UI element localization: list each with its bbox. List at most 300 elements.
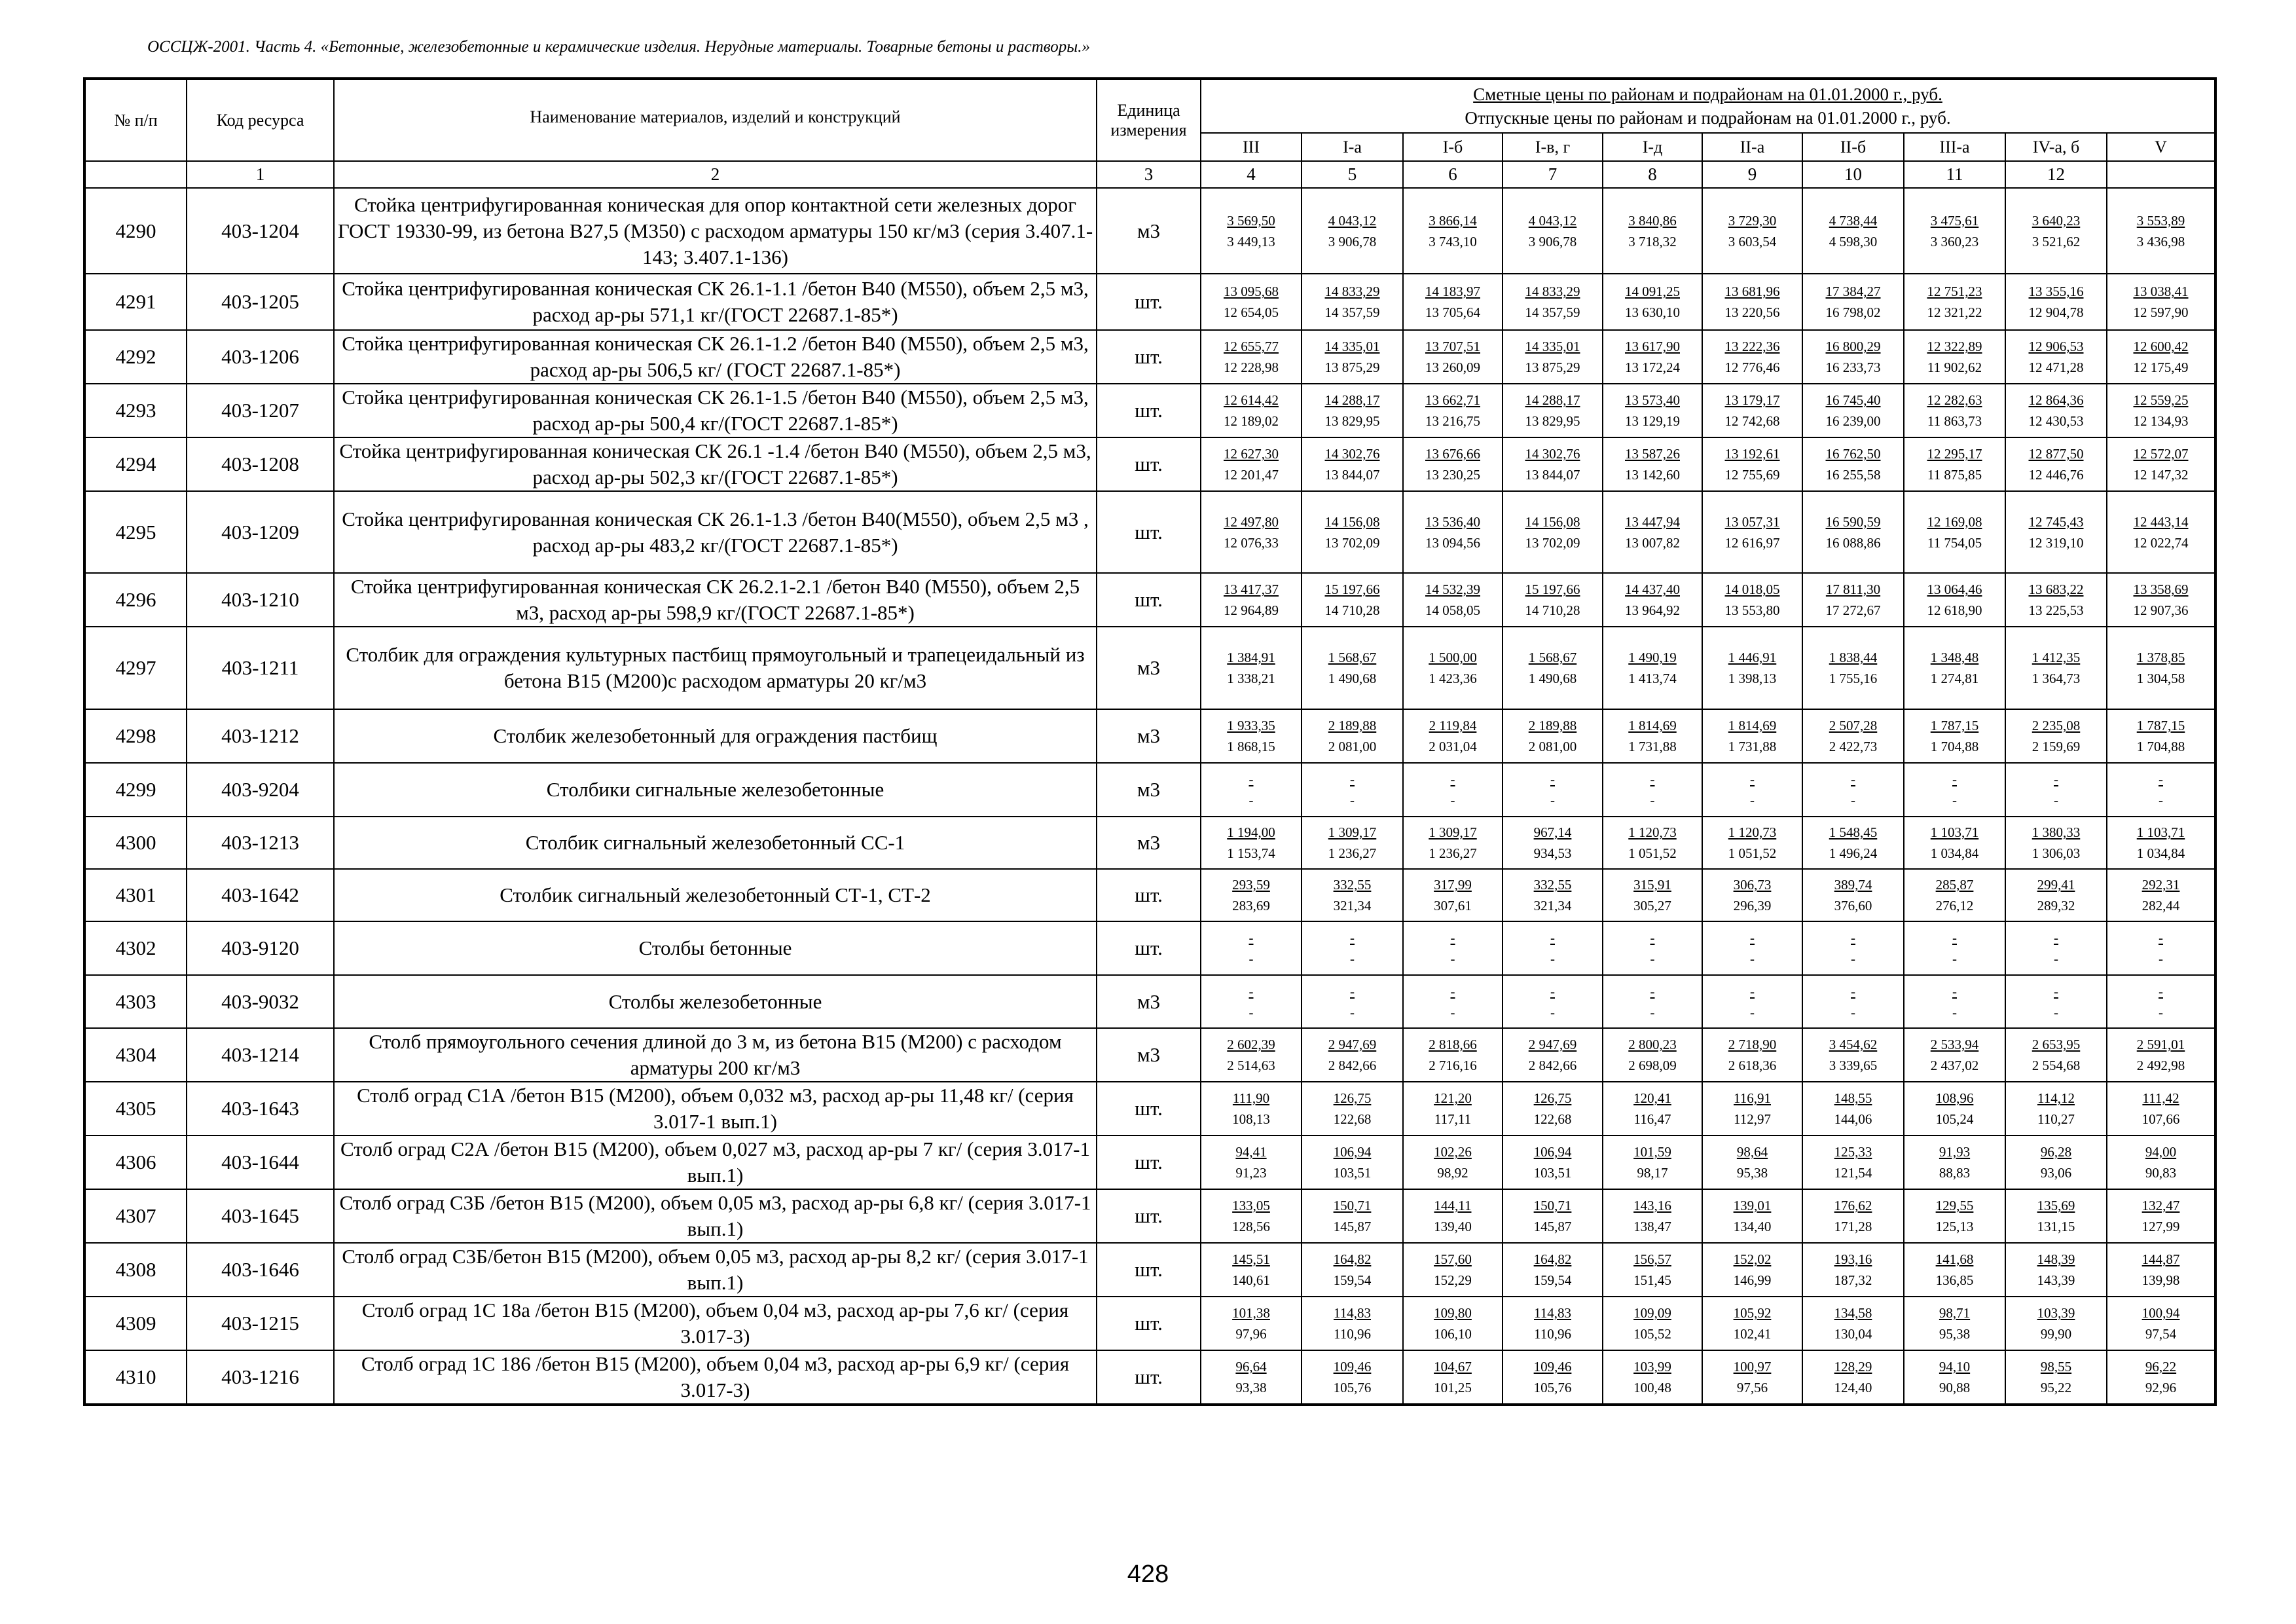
release-price: 13 553,80 [1724, 602, 1780, 618]
row-number: 4298 [84, 709, 187, 763]
release-price: 140,61 [1232, 1272, 1270, 1288]
estimate-price: 108,96 [1935, 1090, 1974, 1106]
release-price: 1 236,27 [1429, 845, 1477, 861]
page-number: 428 [1127, 1560, 1169, 1588]
estimate-price: 12 169,08 [1927, 513, 1982, 530]
price-cell [1702, 763, 1802, 817]
release-price: 2 492,98 [2136, 1058, 2185, 1073]
release-price: 13 230,25 [1425, 467, 1480, 483]
estimate-price: 133,05 [1232, 1198, 1270, 1213]
price-cell [1904, 330, 2005, 384]
estimate-price: 106,94 [1333, 1144, 1372, 1160]
estimate-price: 16 745,40 [1825, 392, 1881, 408]
release-price: 4 598,30 [1829, 233, 1878, 249]
price-cell [1302, 384, 1403, 437]
release-price: 110,27 [2037, 1111, 2075, 1127]
material-name: Стойка центрифугированная коническая для опор контактной сети железных дорог ГОСТ 19330-99, из бетона В27,5 (М350) с расходом арматуры 150 кг/м3 (серия 3.407.1-143; 3.407.1-136) [334, 188, 1097, 274]
estimate-price: 16 800,29 [1825, 339, 1881, 354]
estimate-price: 105,92 [1733, 1305, 1772, 1321]
release-price: - [1851, 951, 1855, 967]
price-cell [1201, 437, 1302, 491]
price-cell [2005, 1350, 2107, 1405]
price-cell [1302, 627, 1403, 709]
release-price: 13 172,24 [1625, 360, 1680, 375]
release-price: 122,68 [1533, 1111, 1572, 1127]
estimate-price: 1 787,15 [1930, 718, 1979, 733]
table-row [84, 817, 2215, 869]
price-cell [1904, 921, 2005, 975]
estimate-price: 102,26 [1434, 1144, 1472, 1160]
release-price: 16 255,58 [1825, 467, 1881, 483]
estimate-price: 13 095,68 [1224, 284, 1279, 299]
release-price: 121,54 [1834, 1165, 1872, 1181]
release-price: 3 603,54 [1728, 233, 1777, 249]
material-name: Столбы бетонные [334, 921, 1097, 975]
price-cell [1201, 384, 1302, 437]
column-number: 2 [334, 161, 1097, 188]
release-price: - [2054, 951, 2058, 967]
release-price: 13 129,19 [1625, 413, 1680, 429]
price-cell [2107, 869, 2215, 921]
resource-code: 403-9032 [187, 975, 334, 1028]
release-price: 11 875,85 [1927, 467, 1982, 483]
price-cell [1904, 817, 2005, 869]
release-price: 110,96 [1334, 1326, 1371, 1342]
price-cell [1603, 817, 1702, 869]
estimate-price: 14 335,01 [1324, 339, 1380, 354]
estimate-price: 13 662,71 [1425, 392, 1480, 408]
release-price: 12 319,10 [2028, 534, 2084, 551]
price-cell [2005, 1297, 2107, 1350]
release-price: 108,13 [1232, 1111, 1270, 1127]
unit-of-measure: шт. [1097, 1082, 1201, 1135]
estimate-price: 1 120,73 [1728, 824, 1777, 840]
running-header: ОССЦЖ-2001. Часть 4. «Бетонные, железобетонные и керамические изделия. Нерудные материалы. Товарные бетоны и растворы.» [147, 38, 1090, 56]
price-cell [2005, 437, 2107, 491]
estimate-price: - [1650, 771, 1655, 787]
resource-code: 403-1211 [187, 627, 334, 709]
table-row [84, 1082, 2215, 1135]
price-cell [1302, 709, 1403, 763]
release-price: 282,44 [2141, 898, 2180, 913]
estimate-price: 96,28 [2040, 1144, 2072, 1160]
estimate-price: 14 091,25 [1625, 284, 1680, 299]
header-region: I-а [1302, 133, 1403, 161]
estimate-price: 1 446,91 [1728, 650, 1777, 665]
estimate-price: 139,01 [1733, 1198, 1772, 1213]
release-price: 136,85 [1935, 1272, 1974, 1288]
release-price: 98,92 [1437, 1165, 1468, 1181]
header-region: III-а [1904, 133, 2005, 161]
release-price: 16 239,00 [1825, 413, 1881, 429]
estimate-price: - [2054, 771, 2058, 787]
header-region: I-д [1603, 133, 1702, 161]
estimate-price: 109,80 [1434, 1305, 1472, 1321]
release-price: 3 906,78 [1528, 233, 1577, 249]
price-cell [1302, 1082, 1403, 1135]
unit-of-measure: шт. [1097, 491, 1201, 573]
estimate-price: 14 288,17 [1324, 392, 1380, 408]
price-cell [1201, 709, 1302, 763]
table-row [84, 975, 2215, 1028]
price-cell [1904, 1189, 2005, 1243]
release-price: 98,17 [1637, 1165, 1668, 1181]
release-price: 16 233,73 [1825, 360, 1881, 375]
price-cell [1503, 330, 1603, 384]
release-price: - [1550, 792, 1555, 808]
price-cell [1904, 274, 2005, 330]
row-number: 4307 [84, 1189, 187, 1243]
unit-of-measure: м3 [1097, 627, 1201, 709]
estimate-price: 1 787,15 [2136, 718, 2185, 733]
price-cell [1802, 975, 1904, 1028]
release-price: 1 236,27 [1328, 845, 1377, 861]
estimate-price: 12 864,36 [2028, 392, 2084, 408]
release-price: 1 423,36 [1429, 671, 1477, 686]
price-cell [1802, 437, 1904, 491]
estimate-price: 3 840,86 [1628, 212, 1677, 229]
price-cell [2005, 188, 2107, 274]
estimate-price: 1 412,35 [2032, 650, 2081, 665]
price-cell [1904, 384, 2005, 437]
price-cell [2107, 1135, 2215, 1189]
price-table [83, 77, 2217, 1406]
header-region: II-б [1802, 133, 1904, 161]
estimate-price: 306,73 [1733, 877, 1772, 893]
estimate-price: 13 417,37 [1224, 581, 1279, 597]
table-row [84, 1135, 2215, 1189]
estimate-price: 12 877,50 [2028, 446, 2084, 462]
price-cell [2005, 1189, 2107, 1243]
estimate-price: - [1650, 930, 1655, 946]
estimate-price: 3 866,14 [1429, 212, 1477, 229]
price-cell [1503, 709, 1603, 763]
release-price: 2 159,69 [2032, 739, 2081, 754]
release-price: 128,56 [1232, 1219, 1270, 1234]
estimate-price: 103,39 [2037, 1305, 2075, 1321]
release-price: 92,96 [2145, 1380, 2177, 1395]
price-cell [1702, 188, 1802, 274]
release-price: 124,40 [1834, 1380, 1872, 1395]
release-price: - [1450, 1004, 1455, 1020]
price-cell [1603, 1028, 1702, 1082]
release-price: - [1650, 1004, 1655, 1020]
release-price: 103,51 [1333, 1165, 1372, 1181]
estimate-price: 150,71 [1333, 1198, 1372, 1213]
estimate-price: 14 437,40 [1625, 581, 1680, 597]
price-cell [1802, 763, 1904, 817]
release-price: 14 710,28 [1324, 602, 1380, 618]
estimate-price: - [1248, 771, 1254, 787]
material-name: Стойка центрифугированная коническая СК 26.1-1.2 /бетон В40 (М550), объем 2,5 м3, расход ар-ры 506,5 кг/ (ГОСТ 22687.1-85*) [334, 330, 1097, 384]
price-cell [2005, 573, 2107, 627]
release-price: 106,10 [1434, 1326, 1472, 1342]
price-cell [1702, 921, 1802, 975]
release-price: 13 875,29 [1324, 360, 1380, 375]
estimate-price: 3 729,30 [1728, 212, 1777, 229]
price-cell [1802, 330, 1904, 384]
estimate-price: 14 833,29 [1525, 284, 1580, 299]
release-price: 12 076,33 [1224, 534, 1279, 551]
release-price: 12 907,36 [2133, 602, 2189, 618]
table-row [84, 573, 2215, 627]
column-number: 11 [1904, 161, 2005, 188]
release-price: 2 842,66 [1328, 1058, 1377, 1073]
row-number: 4294 [84, 437, 187, 491]
price-cell [1904, 1297, 2005, 1350]
release-price: 1 034,84 [1930, 845, 1979, 861]
release-price: 12 654,05 [1224, 304, 1279, 320]
price-cell [2107, 437, 2215, 491]
price-cell [2107, 330, 2215, 384]
release-price: 2 514,63 [1227, 1058, 1275, 1073]
price-cell [2005, 330, 2107, 384]
estimate-price: - [1750, 983, 1755, 999]
estimate-price: 285,87 [1935, 877, 1974, 893]
release-price: 13 630,10 [1625, 304, 1680, 320]
estimate-price: 1 500,00 [1429, 650, 1477, 665]
estimate-price: 1 194,00 [1227, 824, 1275, 840]
release-price: 107,66 [2141, 1111, 2180, 1127]
price-cell [2107, 1189, 2215, 1243]
price-cell [1403, 763, 1503, 817]
estimate-price: 164,82 [1333, 1251, 1372, 1267]
estimate-price: 156,57 [1633, 1251, 1671, 1267]
estimate-price: 141,68 [1935, 1251, 1974, 1267]
release-price: 2 842,66 [1528, 1058, 1577, 1073]
release-price: 95,22 [2040, 1380, 2072, 1395]
release-price: 12 755,69 [1724, 467, 1780, 483]
resource-code: 403-1644 [187, 1135, 334, 1189]
release-price: 12 175,49 [2133, 360, 2189, 375]
release-price: 14 058,05 [1425, 602, 1480, 618]
table-row [84, 330, 2215, 384]
price-cell [1302, 763, 1403, 817]
estimate-price: 1 380,33 [2032, 824, 2081, 840]
release-price: 13 829,95 [1525, 413, 1580, 429]
release-price: 305,27 [1633, 898, 1671, 913]
estimate-price: 1 568,67 [1528, 650, 1577, 665]
price-cell [1702, 1082, 1802, 1135]
release-price: - [2159, 951, 2163, 967]
header-estimate-price-title: Сметные цены по районам и подрайонам на 01.01.2000 г., руб. [1473, 84, 1942, 104]
release-price: 139,98 [2141, 1272, 2180, 1288]
release-price: - [1750, 951, 1755, 967]
estimate-price: 12 497,80 [1224, 513, 1279, 530]
estimate-price: 14 833,29 [1324, 284, 1380, 299]
unit-of-measure: шт. [1097, 437, 1201, 491]
price-cell [1904, 1243, 2005, 1297]
price-cell [1702, 384, 1802, 437]
material-name: Столб оград С3Б/бетон В15 (М200), объем 0,05 м3, расход ар-ры 8,2 кг/ (серия 3.017-1 вып.1) [334, 1243, 1097, 1297]
price-cell [1403, 491, 1503, 573]
release-price: - [1350, 951, 1355, 967]
material-name: Столб прямоугольного сечения длиной до 3 м, из бетона В15 (М200) с расходом арматуры 200 кг/м3 [334, 1028, 1097, 1082]
estimate-price: 292,31 [2141, 877, 2180, 893]
release-price: 145,87 [1333, 1219, 1372, 1234]
release-price: 146,99 [1733, 1272, 1772, 1288]
release-price: 3 718,32 [1628, 233, 1677, 249]
price-cell [2107, 1350, 2215, 1405]
estimate-price: 114,12 [2037, 1090, 2075, 1106]
estimate-price: 1 384,91 [1227, 650, 1275, 665]
release-price: 1 364,73 [2032, 671, 2081, 686]
price-cell [1904, 1028, 2005, 1082]
material-name: Столбик сигнальный железобетонный СТ-1, СТ-2 [334, 869, 1097, 921]
release-price: 12 471,28 [2028, 360, 2084, 375]
release-price: 934,53 [1533, 845, 1572, 861]
column-number: 12 [2005, 161, 2107, 188]
estimate-price: 14 183,97 [1425, 284, 1480, 299]
release-price: 99,90 [2040, 1326, 2072, 1342]
release-price: 12 904,78 [2028, 304, 2084, 320]
price-cell [1802, 1189, 1904, 1243]
price-cell [1503, 573, 1603, 627]
header-region: III [1201, 133, 1302, 161]
release-price: 1 490,68 [1528, 671, 1577, 686]
row-number: 4309 [84, 1297, 187, 1350]
price-cell [1904, 627, 2005, 709]
estimate-price: 109,46 [1533, 1359, 1572, 1375]
price-cell [1503, 975, 1603, 1028]
estimate-price: 109,09 [1633, 1305, 1671, 1321]
estimate-price: 12 295,17 [1927, 446, 1982, 462]
price-cell [1904, 975, 2005, 1028]
header-region: I-б [1403, 133, 1503, 161]
release-price: - [1350, 792, 1355, 808]
release-price: 105,76 [1333, 1380, 1372, 1395]
resource-code: 403-1216 [187, 1350, 334, 1405]
estimate-price: 1 120,73 [1628, 824, 1677, 840]
price-cell [1503, 921, 1603, 975]
table-row [84, 491, 2215, 573]
price-cell [1802, 573, 1904, 627]
resource-code: 403-9120 [187, 921, 334, 975]
release-price: 1 731,88 [1628, 739, 1677, 754]
estimate-price: 2 235,08 [2032, 718, 2081, 733]
estimate-price: 143,16 [1633, 1198, 1671, 1213]
estimate-price: - [2054, 930, 2058, 946]
release-price: 11 754,05 [1927, 534, 1982, 551]
release-price: - [1248, 951, 1254, 967]
price-cell [1603, 1082, 1702, 1135]
release-price: 1 868,15 [1227, 739, 1275, 754]
estimate-price: 2 818,66 [1429, 1037, 1477, 1052]
release-price: 116,47 [1633, 1111, 1671, 1127]
price-cell [1802, 817, 1904, 869]
price-cell [1904, 763, 2005, 817]
price-cell [1702, 1189, 1802, 1243]
price-cell [2107, 1082, 2215, 1135]
price-cell [2107, 274, 2215, 330]
estimate-price: - [1851, 930, 1855, 946]
price-cell [1802, 709, 1904, 763]
estimate-price: 1 490,19 [1628, 650, 1677, 665]
row-number: 4295 [84, 491, 187, 573]
price-cell [2005, 491, 2107, 573]
resource-code: 403-1205 [187, 274, 334, 330]
column-number: 4 [1201, 161, 1302, 188]
estimate-price: 15 197,66 [1525, 581, 1580, 597]
row-number: 4302 [84, 921, 187, 975]
release-price: 12 321,22 [1927, 304, 1982, 320]
price-cell [1302, 188, 1403, 274]
release-price: 1 034,84 [2136, 845, 2185, 861]
row-number: 4310 [84, 1350, 187, 1405]
column-number: 6 [1403, 161, 1503, 188]
estimate-price: 94,00 [2145, 1144, 2177, 1160]
price-cell [1302, 1028, 1403, 1082]
header-price-group [1201, 79, 2215, 133]
estimate-price: 157,60 [1434, 1251, 1472, 1267]
release-price: 2 618,36 [1728, 1058, 1777, 1073]
estimate-price: 2 653,95 [2032, 1037, 2081, 1052]
price-cell [1702, 627, 1802, 709]
estimate-price: 13 573,40 [1625, 392, 1680, 408]
unit-of-measure: м3 [1097, 975, 1201, 1028]
release-price: - [1248, 792, 1254, 808]
release-price: 159,54 [1533, 1272, 1572, 1288]
release-price: 2 554,68 [2032, 1058, 2081, 1073]
price-cell [1503, 1028, 1603, 1082]
estimate-price: 315,91 [1633, 877, 1671, 893]
release-price: 12 446,76 [2028, 467, 2084, 483]
release-price: - [2054, 792, 2058, 808]
price-cell [1201, 627, 1302, 709]
release-price: 12 430,53 [2028, 413, 2084, 429]
estimate-price: 1 103,71 [1930, 824, 1979, 840]
price-cell [1603, 573, 1702, 627]
price-cell [1702, 1243, 1802, 1297]
price-cell [2005, 1243, 2107, 1297]
release-price: 159,54 [1333, 1272, 1372, 1288]
price-cell [2005, 384, 2107, 437]
header-release-price-title: Отпускные цены по районам и подрайонам на 01.01.2000 г., руб. [1465, 108, 1951, 128]
release-price: 12 742,68 [1724, 413, 1780, 429]
release-price: 97,56 [1736, 1380, 1768, 1395]
estimate-price: 17 384,27 [1825, 284, 1881, 299]
table-row [84, 1350, 2215, 1405]
price-cell [1403, 709, 1503, 763]
estimate-price: 120,41 [1633, 1090, 1671, 1106]
estimate-price: 12 614,42 [1224, 392, 1279, 408]
estimate-price: 13 683,22 [2028, 581, 2084, 597]
table-row [84, 188, 2215, 274]
price-cell [1904, 1135, 2005, 1189]
release-price: - [2159, 1004, 2163, 1020]
release-price: - [1750, 792, 1755, 808]
estimate-price: - [1851, 771, 1855, 787]
release-price: 13 705,64 [1425, 304, 1480, 320]
price-cell [1802, 1135, 1904, 1189]
unit-of-measure: м3 [1097, 817, 1201, 869]
row-number: 4301 [84, 869, 187, 921]
estimate-price: - [1450, 930, 1455, 946]
unit-of-measure: шт. [1097, 1350, 1201, 1405]
estimate-price: - [2159, 983, 2163, 999]
price-cell [1403, 1189, 1503, 1243]
release-price: 3 360,23 [1930, 233, 1979, 249]
estimate-price: 967,14 [1533, 824, 1572, 840]
estimate-price: - [1350, 930, 1355, 946]
price-cell [1302, 1350, 1403, 1405]
release-price: - [1450, 792, 1455, 808]
estimate-price: 13 038,41 [2133, 284, 2189, 299]
estimate-price: 14 288,17 [1525, 392, 1580, 408]
estimate-price: 2 533,94 [1930, 1037, 1979, 1052]
estimate-price: - [1952, 930, 1957, 946]
release-price: 97,54 [2145, 1326, 2177, 1342]
